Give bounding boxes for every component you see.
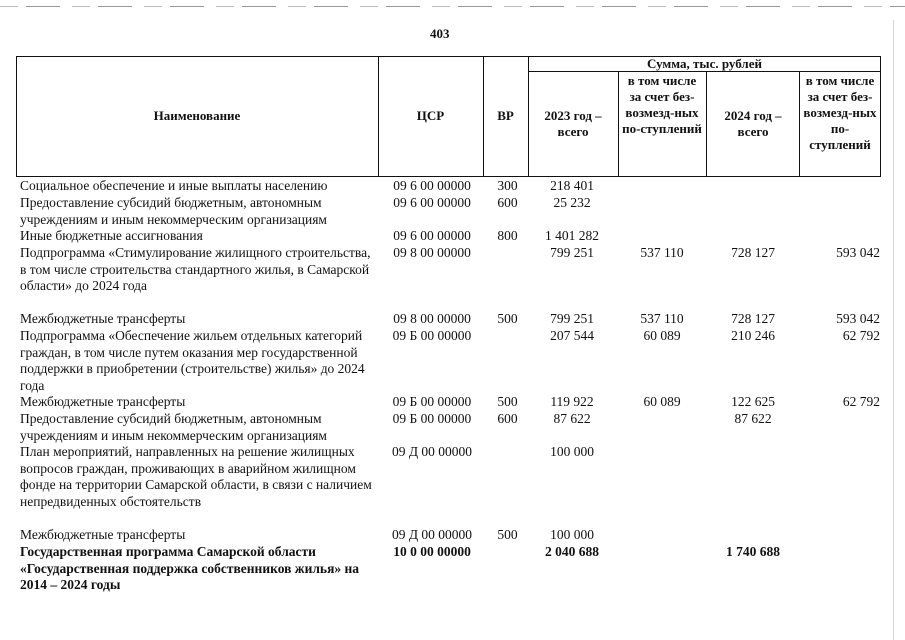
top-rule (0, 6, 905, 7)
header-csr: ЦСР (416, 108, 445, 123)
row-sum-2023: 1 401 282 (545, 228, 599, 243)
row-donations-2023: 537 110 (640, 245, 684, 260)
row-sum-2024: 728 127 (731, 245, 775, 260)
row-donations-2024: 62 792 (842, 394, 880, 409)
row-vr: 600 (497, 411, 518, 426)
row-donations-2023: 60 089 (643, 328, 681, 343)
row-sum-2023: 2 040 688 (545, 544, 599, 559)
header-name: Наименование (153, 108, 241, 123)
row-name: Государственная программа Самарской области «Государственная поддержка собственников жилья» на 2014 – 2024 годы (20, 544, 360, 592)
row-csr: 09 6 00 00000 (393, 195, 471, 210)
row-csr: 09 Б 00 00000 (392, 328, 472, 343)
row-name: Межбюджетные трансферты (20, 394, 186, 409)
header-2024-total: 2024 год – всего (724, 108, 782, 139)
row-sum-2024: 728 127 (731, 311, 775, 326)
row-sum-2024: 1 740 688 (726, 544, 780, 559)
row-name: Подпрограмма «Стимулирование жилищного строительства, в том числе строительства стандартного жилья, в Самарской области» до 2024 года (20, 245, 371, 293)
row-sum-2023: 799 251 (550, 245, 594, 260)
row-vr: 800 (497, 228, 518, 243)
right-edge-rule (893, 20, 894, 640)
row-donations-2024: 593 042 (836, 245, 880, 260)
row-sum-2024: 122 625 (731, 394, 775, 409)
header-2023-total: 2023 год – всего (544, 108, 602, 139)
row-name: Предоставление субсидий бюджетным, автономным учреждениям и иным некоммерческим организациям (20, 195, 327, 227)
row-csr: 09 8 00 00000 (393, 245, 471, 260)
row-csr: 09 6 00 00000 (393, 228, 471, 243)
row-donations-2023: 60 089 (643, 394, 681, 409)
row-csr: 09 Д 00 00000 (391, 527, 473, 542)
row-vr: 500 (497, 311, 518, 326)
row-vr: 300 (497, 178, 518, 193)
table-header (16, 56, 881, 177)
row-csr: 09 Б 00 00000 (392, 411, 472, 426)
header-2024-donations: в том числе за счет без-возмезд-ных по-ступлений (803, 73, 877, 152)
row-sum-2023: 100 000 (550, 527, 594, 542)
row-name: Социальное обеспечение и иные выплаты населению (20, 178, 328, 193)
row-vr: 600 (497, 195, 518, 210)
row-csr: 10 0 00 00000 (393, 544, 471, 559)
row-name: Межбюджетные трансферты (20, 527, 186, 542)
row-name: Межбюджетные трансферты (20, 311, 186, 326)
row-name: Иные бюджетные ассигнования (20, 228, 203, 243)
row-donations-2023: 537 110 (640, 311, 684, 326)
row-sum-2024: 87 622 (734, 411, 772, 426)
header-sum-group: Сумма, тыс. рублей (647, 56, 762, 71)
row-sum-2023: 799 251 (550, 311, 594, 326)
page-number: 403 (430, 26, 450, 41)
header-vr: ВР (497, 108, 514, 123)
row-name: Подпрограмма «Обеспечение жильем отдельных категорий граждан, в том числе путем оказания мер государственной поддержки в приобретении (строительстве) жилья» до 2024 года (20, 328, 365, 393)
row-sum-2023: 25 232 (553, 195, 591, 210)
row-csr: 09 8 00 00000 (393, 311, 471, 326)
row-csr: 09 Б 00 00000 (392, 394, 472, 409)
row-csr: 09 Д 00 00000 (391, 444, 473, 459)
row-sum-2023: 207 544 (550, 328, 594, 343)
row-name: План мероприятий, направленных на решение жилищных вопросов граждан, проживающих в аварийном жилищном фонде на территории Самарской области, в связи с наличием непредвиденных обстоятельств (20, 444, 372, 509)
row-sum-2023: 100 000 (550, 444, 594, 459)
row-vr: 500 (497, 527, 518, 542)
row-sum-2024: 210 246 (731, 328, 775, 343)
row-name: Предоставление субсидий бюджетным, автономным учреждениям и иным некоммерческим организациям (20, 411, 327, 443)
row-sum-2023: 87 622 (553, 411, 591, 426)
row-sum-2023: 218 401 (550, 178, 594, 193)
row-sum-2023: 119 922 (550, 394, 594, 409)
row-vr: 500 (497, 394, 518, 409)
row-csr: 09 6 00 00000 (393, 178, 471, 193)
row-donations-2024: 593 042 (836, 311, 880, 326)
header-2023-donations: в том числе за счет без-возмезд-ных по-ступлений (622, 73, 702, 136)
row-donations-2024: 62 792 (842, 328, 880, 343)
